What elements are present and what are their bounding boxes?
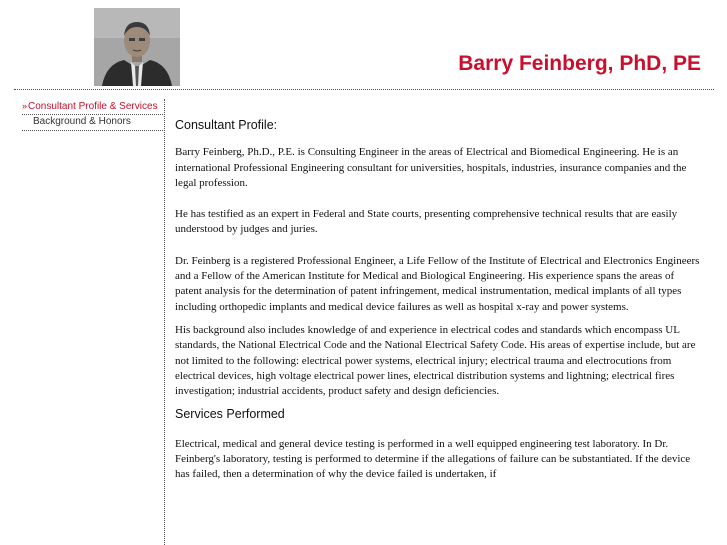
double-chevron-right-icon: » xyxy=(22,101,28,111)
portrait-photo xyxy=(94,8,180,86)
sidebar-nav xyxy=(22,99,163,131)
profile-paragraph-background: His background also includes knowledge of and experience in electrical codes and standards which encompass UL standards, the National Electrical Code and the National Electrical Safety Code. His areas of expertise include, but are not limited to the following: electrical power systems, electrical injury; electrical trauma and electrocutions from electrical devices, high voltage electrical power lines, electrical distribution systems and lightning; electrical fires investigation; industrial accidents, product safety and design deficiencies. xyxy=(175,323,696,398)
sidebar-item-label: Background & Honors xyxy=(33,116,131,127)
header-divider xyxy=(14,89,714,90)
page-title: Barry Feinberg, PhD, PE xyxy=(458,52,701,75)
sidebar-item-background-honors[interactable] xyxy=(22,115,163,131)
profile-paragraph-intro: Barry Feinberg, Ph.D., P.E. is Consulting Engineer in the areas of Electrical and Biomedical Engineering. He is an international Professional Engineering consultant for universities, hospitals, industries, insurance companies and the legal profession. xyxy=(175,146,687,189)
profile-paragraph-testimony: He has testified as an expert in Federal and State courts, presenting comprehensive technical results that are easily understood by judges and juries. xyxy=(175,208,678,236)
sidebar-divider xyxy=(164,99,165,545)
sidebar-item-label: Consultant Profile & Services xyxy=(28,101,158,112)
main-content xyxy=(175,118,703,499)
sidebar-item-consultant-profile[interactable] xyxy=(22,99,163,115)
profile-paragraph-credentials: Dr. Feinberg is a registered Professional Engineer, a Life Fellow of the Institute of Electrical and Electronics Engineers and a Fellow of the American Institute for Medical and Biological Engineering. His experience spans the areas of patent analysis for the determination of patent infringement, medical instrumentation, medical implants of all types including orthopedic implants and medical device failures as well as hospital x-ray and power systems. xyxy=(175,254,700,313)
services-paragraph: Electrical, medical and general device testing is performed in a well equipped engineering test laboratory. In Dr. Feinberg's laboratory, testing is performed to determine if the allegations of failure can be substantiated. If the device has failed, then a determination of why the device failed is undertaken, if xyxy=(175,437,691,481)
section-heading-profile: Consultant Profile: xyxy=(175,118,278,132)
section-heading-services: Services Performed xyxy=(175,407,285,422)
